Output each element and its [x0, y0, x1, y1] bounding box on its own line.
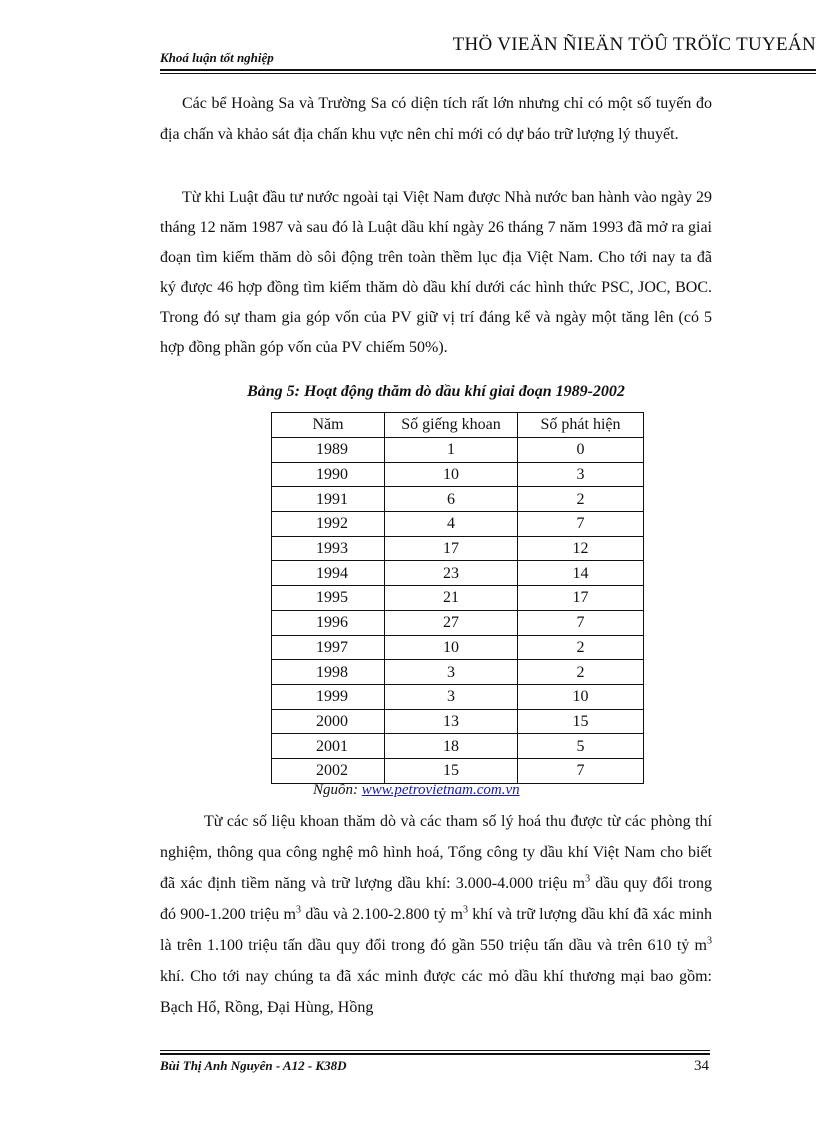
header-title: Khoá luận tốt nghiệp [160, 50, 274, 65]
cell-wells: 17 [385, 536, 518, 561]
cell-year: 1994 [272, 561, 385, 586]
cell-discoveries: 12 [518, 536, 644, 561]
cell-wells: 3 [385, 660, 518, 685]
table-header-row [272, 413, 644, 438]
cell-discoveries: 0 [518, 438, 644, 463]
cell-year: 1999 [272, 684, 385, 709]
table-row [272, 438, 644, 463]
cell-year: 2001 [272, 734, 385, 759]
drilling-table [271, 412, 644, 784]
table-row [272, 561, 644, 586]
source-label: Nguồn: [313, 782, 362, 798]
table-row [272, 462, 644, 487]
footer-author: Bùi Thị Anh Nguyên - A12 - K38D [160, 1058, 347, 1073]
cell-discoveries: 2 [518, 635, 644, 660]
cell-year: 1989 [272, 438, 385, 463]
cell-wells: 13 [385, 709, 518, 734]
cell-year: 1991 [272, 487, 385, 512]
header-wells: Số giếng khoan [385, 413, 518, 438]
cell-discoveries: 10 [518, 684, 644, 709]
cell-year: 1992 [272, 512, 385, 537]
cell-discoveries: 3 [518, 462, 644, 487]
page-number: 34 [694, 1058, 709, 1074]
paragraph-3 [160, 806, 712, 1023]
cell-wells: 21 [385, 586, 518, 611]
cell-wells: 23 [385, 561, 518, 586]
header-discoveries: Số phát hiện [518, 413, 644, 438]
cell-discoveries: 15 [518, 709, 644, 734]
cell-wells: 4 [385, 512, 518, 537]
table-row [272, 536, 644, 561]
paragraph-3-part-b: dầu quy đổi trong đó 900-1.200 triệu m [160, 875, 713, 923]
table-row [272, 512, 644, 537]
table-row [272, 684, 644, 709]
superscript-3: 3 [585, 873, 591, 885]
cell-discoveries: 2 [518, 660, 644, 685]
cell-discoveries: 7 [518, 512, 644, 537]
cell-year: 2002 [272, 758, 385, 783]
cell-discoveries: 7 [518, 758, 644, 783]
cell-wells: 1 [385, 438, 518, 463]
cell-wells: 10 [385, 635, 518, 660]
cell-wells: 27 [385, 610, 518, 635]
source-link[interactable]: www.petrovietnam.com.vn [361, 782, 520, 798]
cell-discoveries: 2 [518, 487, 644, 512]
cell-year: 2000 [272, 709, 385, 734]
cell-discoveries: 5 [518, 734, 644, 759]
table-row [272, 586, 644, 611]
paragraph-3-part-c: dầu và 2.100-2.800 tỷ m [301, 906, 463, 923]
footer-divider [160, 1050, 710, 1055]
cell-wells: 6 [385, 487, 518, 512]
table-row [272, 758, 644, 783]
table-row [272, 734, 644, 759]
header-year: Năm [272, 413, 385, 438]
cell-wells: 15 [385, 758, 518, 783]
cell-wells: 3 [385, 684, 518, 709]
cell-discoveries: 14 [518, 561, 644, 586]
cell-discoveries: 7 [518, 610, 644, 635]
cell-discoveries: 17 [518, 586, 644, 611]
cell-year: 1993 [272, 536, 385, 561]
cell-year: 1998 [272, 660, 385, 685]
table-body [272, 438, 644, 784]
table-row [272, 487, 644, 512]
paragraph-2: Từ khi Luật đầu tư nước ngoài tại Việt Nam được Nhà nước ban hành vào ngày 29 tháng 12 năm 1987 và sau đó là Luật dầu khí ngày 26 tháng 7 năm 1993 đã mở ra giai đoạn tìm kiếm thăm dò sôi động trên toàn thềm lục địa Việt Nam. Cho tới nay ta đã ký được 46 hợp đồng tìm kiếm thăm dò dầu khí dưới các hình thức PSC, JOC, BOC. Trong đó sự tham gia góp vốn của PV giữ vị trí đáng kể và ngày một tăng lên (có 5 hợp đồng phần góp vốn của PV chiếm 50%). [160, 189, 712, 356]
paragraph-3-part-d: khí và trữ lượng dầu khí đã xác minh là trên 1.100 triệu tấn dầu quy đổi trong đó gần 550 triệu tấn dầu và trên 610 tỷ m [160, 906, 713, 954]
table-row [272, 660, 644, 685]
cell-year: 1990 [272, 462, 385, 487]
table-caption: Bảng 5: Hoạt động thăm dò dầu khí giai đoạn 1989-2002 [247, 383, 625, 400]
superscript-3: 3 [462, 904, 468, 916]
cell-wells: 18 [385, 734, 518, 759]
paragraph-3-part-e: khí. Cho tới nay chúng ta đã xác minh được các mỏ dầu khí thương mại bao gồm: Bạch Hổ, Rồng, Đại Hùng, Hồng [160, 968, 712, 1016]
superscript-3: 3 [707, 935, 712, 947]
paragraph-3-part-a: Từ các số liệu khoan thăm dò và các tham số lý hoá thu được từ các phòng thí nghiệm, thông qua công nghệ mô hình hoá, Tổng công ty dầu khí Việt Nam cho biết đã xác định tiềm năng và trữ lượng dầu khí: 3.000-4.000 triệu m [160, 813, 712, 892]
cell-year: 1996 [272, 610, 385, 635]
cell-wells: 10 [385, 462, 518, 487]
superscript-3: 3 [296, 904, 302, 916]
table-row [272, 635, 644, 660]
cell-year: 1995 [272, 586, 385, 611]
table-row [272, 709, 644, 734]
table-source [313, 782, 520, 799]
table-row [272, 610, 644, 635]
paragraph-1: Các bể Hoàng Sa và Trường Sa có diện tích rất lớn nhưng chỉ có một số tuyến đo địa chấn và khảo sát địa chấn khu vực nên chỉ mới có dự báo trữ lượng lý thuyết. [160, 95, 712, 143]
header-library-banner: THÖ VIEÄN ÑIEÄN TÖÛ TRÖÏC TUYEÁN [452, 34, 816, 55]
header-divider [160, 69, 816, 74]
cell-year: 1997 [272, 635, 385, 660]
